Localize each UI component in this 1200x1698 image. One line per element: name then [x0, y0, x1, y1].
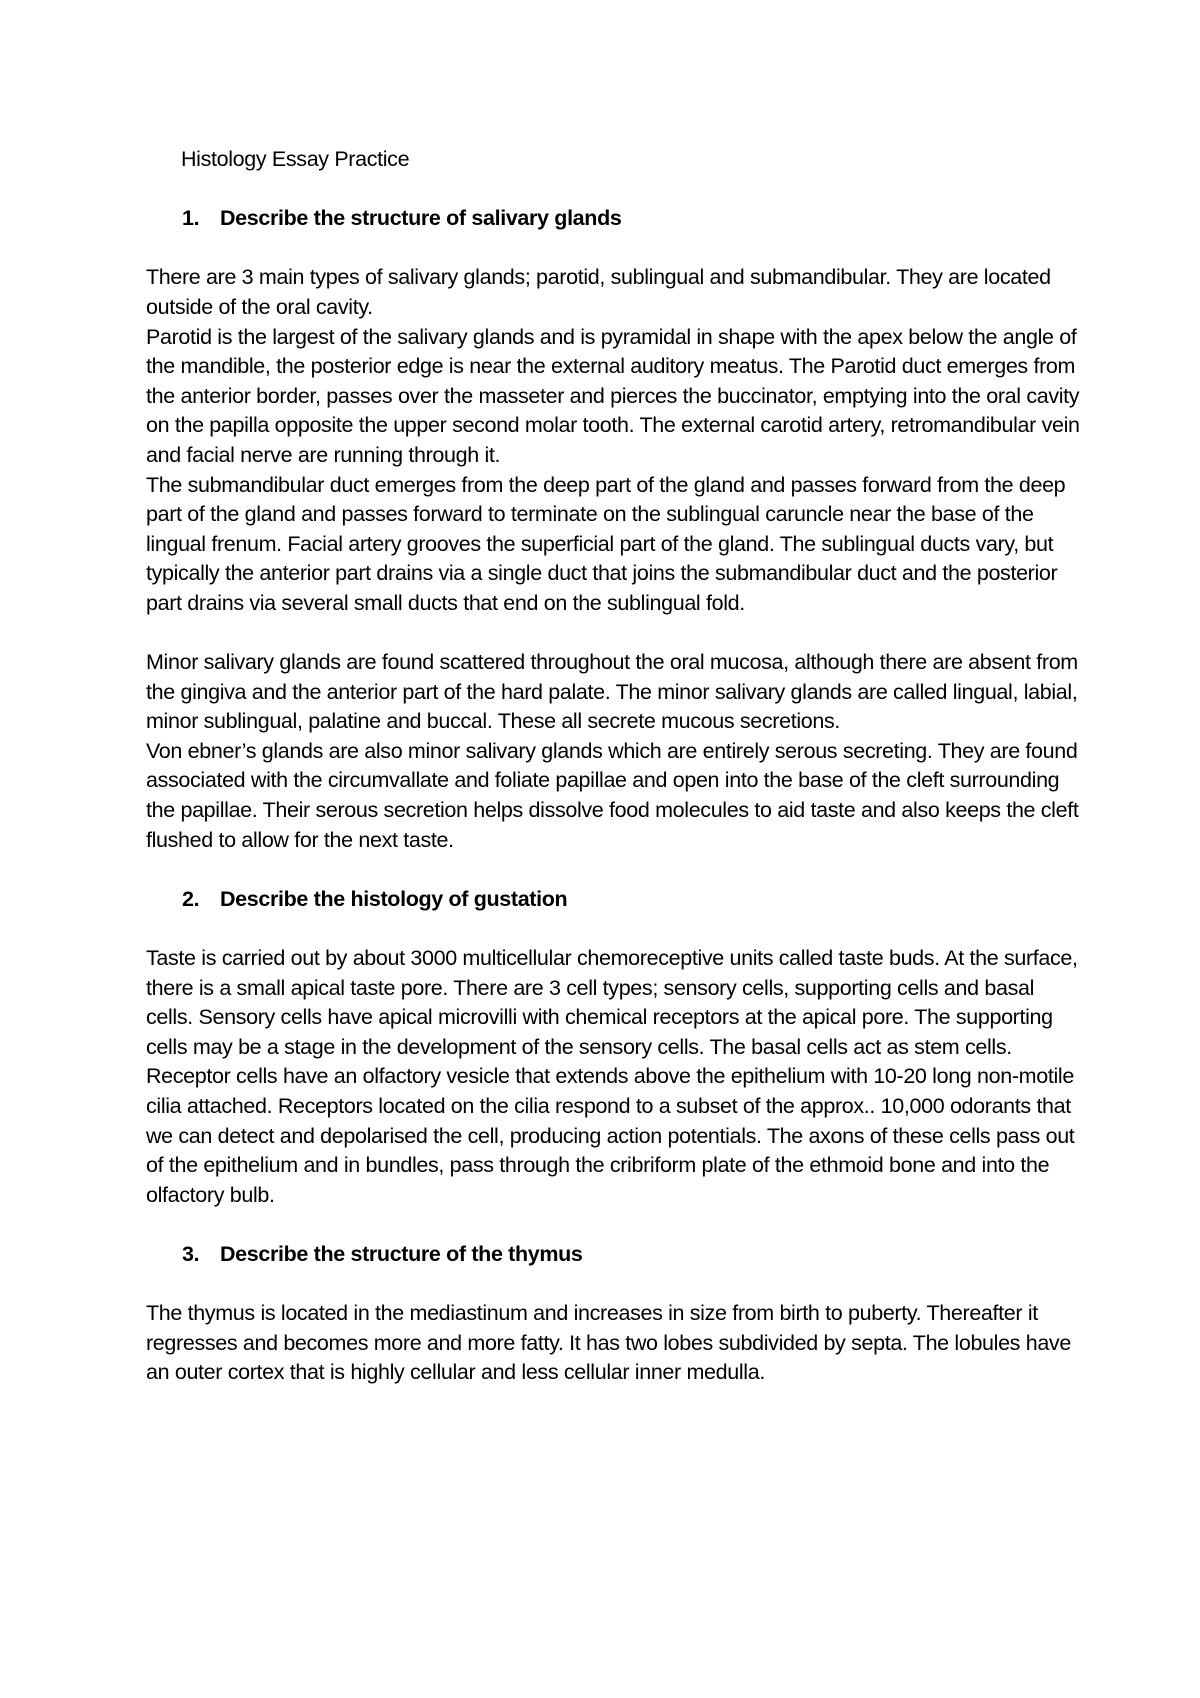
question-number: 2.: [182, 886, 200, 911]
question-text: Describe the structure of salivary glands: [220, 206, 622, 231]
question-2-heading: [146, 885, 1081, 915]
paragraph: Von ebner’s glands are also minor salivary glands which are entirely serous secreting. They are found associated with the circumvallate and foliate papillae and open into the base of the cleft surrounding the papillae. Their serous secretion helps dissolve food molecules to aid taste and also keeps the cleft flushed to allow for the next taste.: [146, 738, 1079, 852]
paragraph: Taste is carried out by about 3000 multicellular chemoreceptive units called taste buds. At the surface, there is a small apical taste pore. There are 3 cell types; sensory cells, supporting cells and basal cells. Sensory cells have apical microvilli with chemical receptors at the apical pore. The supporting cells may be a stage in the development of the sensory cells. The basal cells act as stem cells. Receptor cells have an olfactory vesicle that extends above the epithelium with 10-20 long non-motile cilia attached. Receptors located on the cilia respond to a subset of the approx.. 10,000 odorants that we can detect and depolarised the cell, producing action potentials. The axons of these cells pass out of the epithelium and in bundles, pass through the cribriform plate of the ethmoid bone and into the olfactory bulb.: [146, 946, 1078, 1207]
question-3-heading: [146, 1240, 1081, 1270]
paragraph: There are 3 main types of salivary glands; parotid, sublingual and submandibular. They are located outside of the oral cavity.: [146, 265, 1051, 319]
question-text: Describe the histology of gustation: [220, 886, 568, 911]
question-number: 3.: [182, 1241, 200, 1266]
document-title: Histology Essay Practice: [181, 147, 410, 171]
question-text: Describe the structure of the thymus: [220, 1241, 583, 1266]
question-1-heading: [146, 204, 1081, 234]
paragraph: Parotid is the largest of the salivary glands and is pyramidal in shape with the apex below the angle of the mandible, the posterior edge is near the external auditory meatus. The Parotid duct emerges from the anterior border, passes over the masseter and pierces the buccinator, emptying into the oral cavity on the papilla opposite the upper second molar tooth. The external carotid artery, retromandibular vein and facial nerve are running through it.: [146, 324, 1080, 467]
question-number: 1.: [182, 206, 200, 231]
paragraph: The thymus is located in the mediastinum and increases in size from birth to puberty. Thereafter it regresses and becomes more and more fatty. It has two lobes subdivided by septa. The lobules have an outer cortex that is highly cellular and less cellular inner medulla.: [146, 1301, 1071, 1385]
paragraph: The submandibular duct emerges from the deep part of the gland and passes forward from the deep part of the gland and passes forward to terminate on the sublingual caruncle near the base of the lingual frenum. Facial artery grooves the superficial part of the gland. The sublingual ducts vary, but typically the anterior part drains via a single duct that joins the submandibular duct and the posterior part drains via several small ducts that end on the sublingual fold.: [146, 472, 1066, 615]
paragraph: Minor salivary glands are found scattered throughout the oral mucosa, although there are absent from the gingiva and the anterior part of the hard palate. The minor salivary glands are called lingual, labial, minor sublingual, palatine and buccal. These all secrete mucous secretions.: [146, 650, 1078, 734]
document-page: [146, 145, 1081, 1388]
